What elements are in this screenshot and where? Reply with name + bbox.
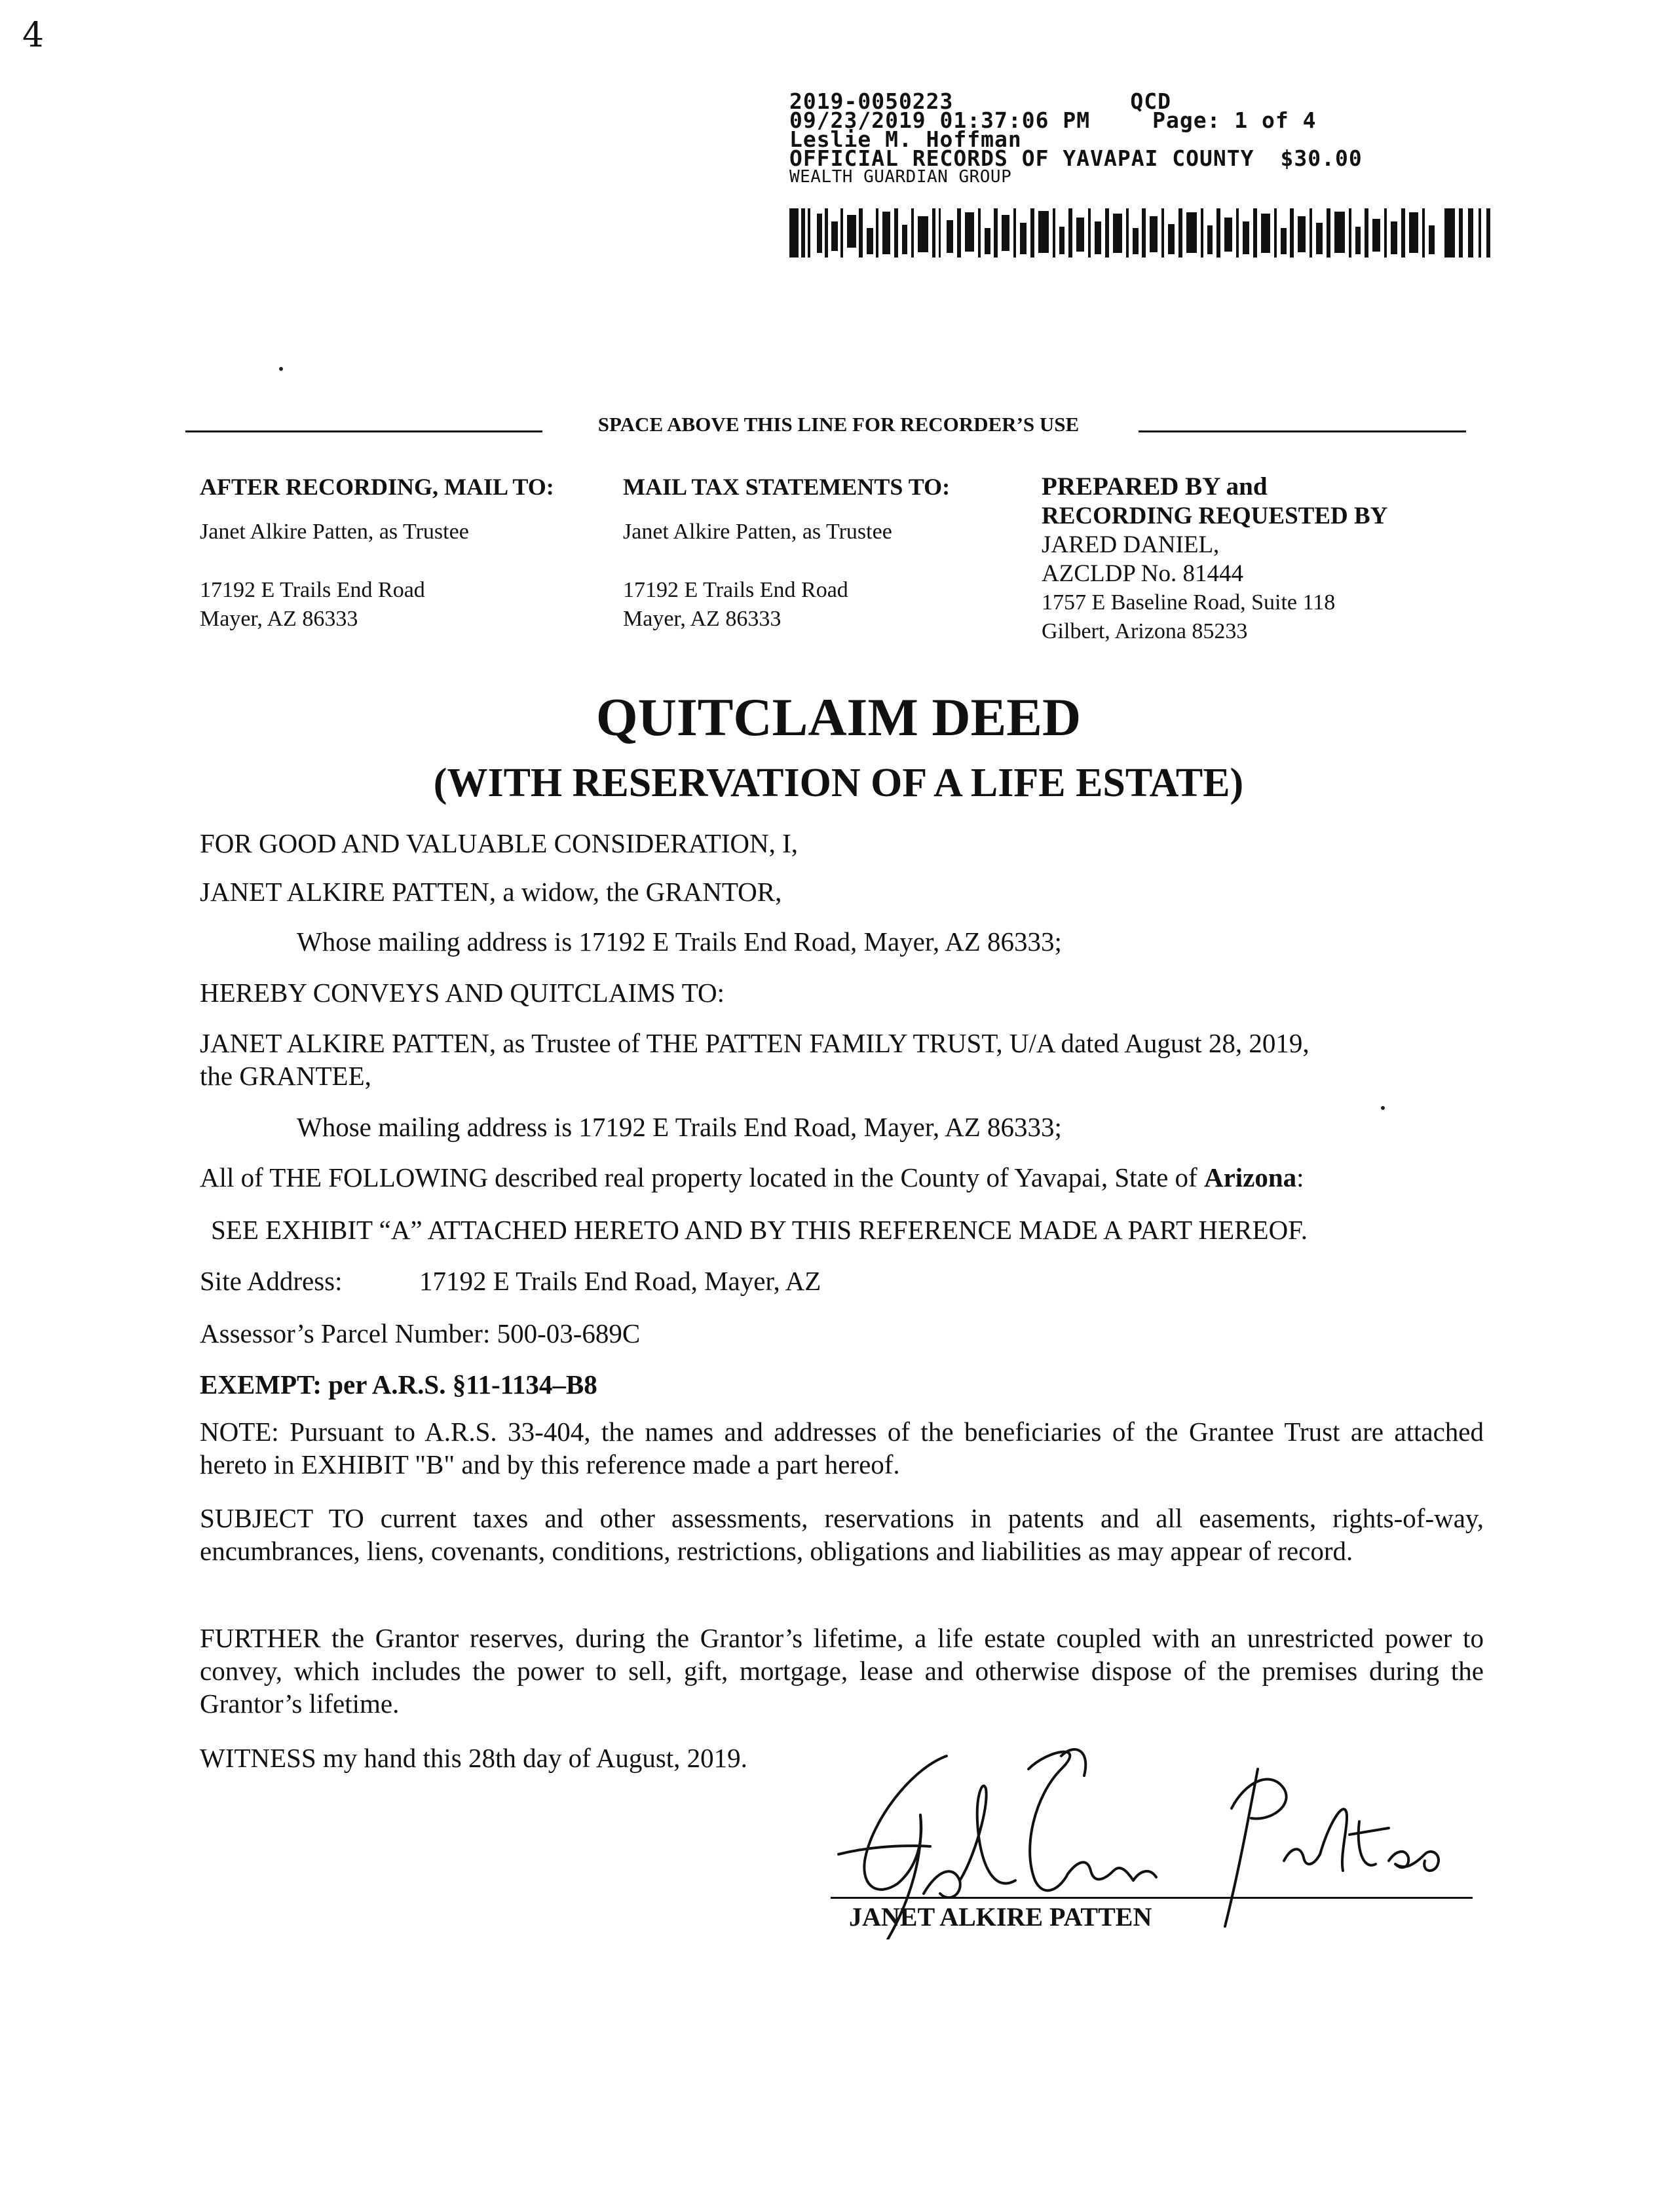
preparer-license: AZCLDP No. 81444 <box>1042 560 1243 587</box>
site-address-value: 17192 E Trails End Road, Mayer, AZ <box>419 1266 821 1296</box>
document-type: QCD <box>1130 88 1172 114</box>
submitter: WEALTH GUARDIAN GROUP <box>789 167 1012 187</box>
mail-to-heading: AFTER RECORDING, MAIL TO: <box>200 474 554 500</box>
tax-statements-name: Janet Alkire Patten, as Trustee <box>623 520 892 544</box>
subject-to-paragraph: SUBJECT TO current taxes and other assessments, reservations in patents and all easements, rights-of-way, encumbrances, liens, covenants, conditions, restrictions, obligations and liabilities as may appear of record. <box>200 1503 1484 1566</box>
grantee-line: JANET ALKIRE PATTEN, as Trustee of THE PATTEN FAMILY TRUST, U/A dated August 28, 2019, <box>200 1028 1310 1058</box>
signer-printed-name: JANET ALKIRE PATTEN <box>849 1902 1152 1932</box>
recording-fee: $30.00 <box>1280 145 1363 171</box>
mail-to-name: Janet Alkire Patten, as Trustee <box>200 520 469 544</box>
site-address-label: Site Address: <box>200 1266 343 1296</box>
parcel-number: Assessor’s Parcel Number: 500-03-689C <box>200 1318 641 1348</box>
recording-datetime: 09/23/2019 01:37:06 PM <box>789 107 1091 133</box>
life-estate-paragraph: FURTHER the Grantor reserves, during the Grantor’s lifetime, a life estate coupled with an unrestricted power to convey, which includes the power to sell, gift, mortgage, lease and otherwise dispose of the premises during the Grantor’s lifetime. <box>200 1623 1484 1719</box>
prepared-by-heading: PREPARED BY and <box>1042 472 1268 501</box>
tax-statements-heading: MAIL TAX STATEMENTS TO: <box>623 474 951 500</box>
county-recorder: Leslie M. Hoffman <box>789 126 1022 152</box>
tax-statements-block <box>623 473 1029 634</box>
barcode <box>789 208 1494 257</box>
property-line <box>200 1161 1304 1194</box>
stray-dot <box>1381 1106 1385 1110</box>
recording-office: OFFICIAL RECORDS OF YAVAPAI COUNTY <box>789 145 1254 171</box>
preparer-address1: 1757 E Baseline Road, Suite 118 <box>1042 590 1336 615</box>
mail-to-address2: Mayer, AZ 86333 <box>200 607 358 631</box>
recorder-space-label: SPACE ABOVE THIS LINE FOR RECORDER’S USE <box>597 413 1080 436</box>
stray-dot <box>279 367 283 371</box>
prepared-by-block <box>1042 472 1487 646</box>
mail-to-block <box>200 473 619 634</box>
document-title: QUITCLAIM DEED <box>595 687 1082 747</box>
page-count: Page: 1 of 4 <box>1152 107 1317 133</box>
mail-to-address1: 17192 E Trails End Road <box>200 578 425 602</box>
signature-line <box>831 1897 1473 1899</box>
consideration-line: FOR GOOD AND VALUABLE CONSIDERATION, I, <box>200 828 799 858</box>
document-subtitle: (WITH RESERVATION OF A LIFE ESTATE) <box>433 761 1244 805</box>
tax-statements-address2: Mayer, AZ 86333 <box>623 607 782 631</box>
recorder-space-rule-right <box>1139 430 1466 432</box>
witness-line: WITNESS my hand this 28th day of August, 2019. <box>200 1743 747 1773</box>
grantor-address-line: Whose mailing address is 17192 E Trails End Road, Mayer, AZ 86333; <box>297 926 1062 957</box>
conveys-line: HEREBY CONVEYS AND QUITCLAIMS TO: <box>200 978 725 1008</box>
recording-requested-heading: RECORDING REQUESTED BY <box>1042 503 1388 529</box>
property-state: Arizona <box>1203 1162 1297 1192</box>
preparer-name: JARED DANIEL, <box>1042 531 1220 558</box>
property-line-end: : <box>1296 1162 1304 1192</box>
preparer-address2: Gilbert, Arizona 85233 <box>1042 619 1248 643</box>
grantor-line: JANET ALKIRE PATTEN, a widow, the GRANTOR, <box>200 877 782 907</box>
exemption-line: EXEMPT: per A.R.S. §11-1134–B8 <box>200 1369 597 1400</box>
tax-statements-address1: 17192 E Trails End Road <box>623 578 848 602</box>
recording-stamp <box>789 88 1363 187</box>
document-number: 2019-0050223 <box>789 88 954 114</box>
grantee-line-2: the GRANTEE, <box>200 1061 371 1091</box>
handwritten-page-mark: 4 <box>22 16 45 55</box>
grantee-address-line: Whose mailing address is 17192 E Trails End Road, Mayer, AZ 86333; <box>297 1112 1062 1142</box>
exhibit-a-reference: SEE EXHIBIT “A” ATTACHED HERETO AND BY THIS REFERENCE MADE A PART HEREOF. <box>211 1215 1308 1245</box>
property-line-text: All of THE FOLLOWING described real property located in the County of Yavapai, State of <box>200 1162 1204 1192</box>
note-paragraph: NOTE: Pursuant to A.R.S. 33-404, the names and addresses of the beneficiaries of the Grantee Trust are attached hereto in EXHIBIT "B" and by this reference made a part hereof. <box>200 1417 1484 1479</box>
